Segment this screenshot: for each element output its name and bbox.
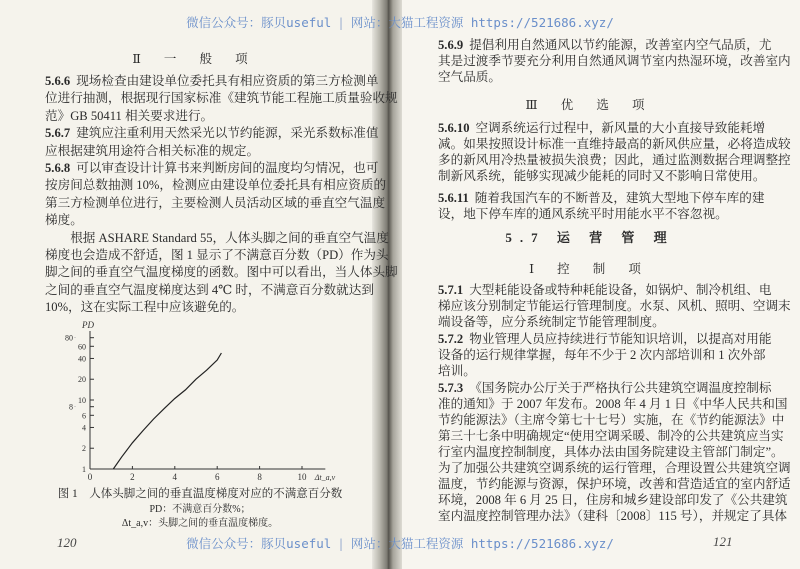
- line-text: 位进行抽测，根据现行国家标准《建筑节能工程施工质量验收规: [45, 91, 398, 106]
- text-line: [438, 69, 740, 85]
- text-line: [438, 152, 791, 168]
- line-text: 准的通知》于 2007 年发布。2008 年 4 月 1 日《中华人民共和国: [438, 397, 788, 411]
- y-tick-label: 2: [82, 444, 86, 454]
- y-tick-label: 40: [78, 354, 86, 364]
- line-text: 设，地下停车库的通风系统平时用能水平不容忽视。: [438, 207, 728, 221]
- text-line: [438, 136, 791, 152]
- clause-number: 5.6.8: [45, 160, 71, 175]
- clause-number: 5.6.7: [45, 126, 71, 141]
- line-text: 根据 ASHARE Standard 55，人体头脚之间的垂直空气温度: [45, 230, 389, 245]
- line-text: 梯度。: [45, 213, 83, 228]
- line-text: 为了加强公共建筑空调系统的运行管理，合理设置公共建筑空调: [438, 461, 791, 475]
- y-tick-label: 6: [82, 411, 86, 421]
- x-tick-label: 10: [297, 472, 307, 482]
- text-line: [438, 298, 791, 314]
- line-text: 按房间总数抽测 10%，检测应由建设单位委托具有相应资质的: [45, 178, 387, 193]
- line-text: 培训。: [438, 364, 476, 378]
- watermark-separator: |: [337, 536, 345, 551]
- watermark-separator: |: [337, 15, 345, 30]
- line-text: 空气品质。: [438, 70, 501, 84]
- figure-caption-dt: Δt_a,v：头脚之间的垂直温度梯度。: [121, 518, 279, 529]
- watermark-text-right: 网站：大猫工程资源 https://521686.xyz/: [350, 536, 614, 551]
- line-text: 第三方检测单位进行，主要检测人员活动区域的垂直空气温度: [45, 195, 386, 210]
- text-line: [438, 168, 766, 184]
- figure-1-chart: [60, 316, 350, 484]
- line-text: 梯度也会造成不舒适，图 1 显示了不满意百分数（PD）作为头: [45, 247, 389, 262]
- section-heading-control: Ⅰ 控 制 项: [529, 262, 651, 276]
- x-tick-label: 4: [172, 472, 178, 482]
- text-line: [438, 347, 766, 363]
- line-text: 节约能源法》（主席令第七十七号）实施，在《节约能源法》中: [438, 413, 785, 427]
- line-text: 其是过渡季节要充分利用自然通风调节室内热湿环境，改善室内: [438, 54, 791, 68]
- watermark-top: [0, 13, 800, 31]
- line-text: 行室内温度控制制度，具体办法由国务院建设主管部门制定”。: [438, 445, 784, 459]
- text-line: [45, 264, 398, 281]
- text-line: [438, 363, 740, 379]
- text-line: [438, 314, 740, 330]
- line-text: 脚之间的垂直空气温度梯度的函数。图中可以看出，当人体头脚: [45, 265, 398, 280]
- y-tick-label: 60: [78, 342, 86, 352]
- y-tick-label: 1: [82, 465, 86, 474]
- clause-number: 5.6.11: [438, 191, 469, 205]
- text-line: [45, 212, 347, 229]
- text-line: [45, 230, 389, 247]
- line-text: 减。如果按照设计标准一直维持最高的新风供应量，必将造成较: [438, 137, 791, 151]
- line-text: 应根据建筑用途符合相关标准的规定。: [45, 143, 260, 158]
- clause-number: 5.7.2: [438, 332, 464, 346]
- clause-5-6-6: [45, 73, 398, 125]
- clause-5-6-7: [45, 125, 379, 160]
- line-text: 大型耗能设备或特种耗能设备，如锅炉、制冷机组、电: [469, 283, 772, 297]
- text-line: [438, 282, 772, 298]
- text-line: [438, 37, 772, 53]
- line-text: 端设备等，应分系统制定节能管理制度。: [438, 315, 665, 329]
- line-text: 提倡利用自然通风以节约能源，改善室内空气品质，尤: [469, 38, 772, 52]
- text-line: [45, 143, 347, 160]
- text-line: [438, 53, 791, 69]
- watermark-text-left: 微信公众号：豚贝useful: [186, 15, 332, 30]
- line-text: 温度，节约能源与资源，保护环境，改善和营造适宜的室内舒适: [438, 477, 791, 491]
- text-line: [45, 73, 379, 90]
- line-text: 建筑应注重利用天然采光以节约能源，采光系数标准值: [76, 126, 379, 141]
- clause-5-6-10: [438, 120, 791, 184]
- line-text: 空调系统运行过程中，新风量的大小直接导致能耗增: [475, 121, 766, 135]
- clause-number: 5.7.3: [438, 381, 464, 395]
- line-text: 多的新风用冷热量被损失浪费；因此，通过监测数据合理调整控: [438, 153, 791, 167]
- text-line: [45, 282, 374, 299]
- line-text: 随着我国汽车的不断普及，建筑大型地下停车库的建: [474, 191, 765, 205]
- text-line: [45, 108, 347, 125]
- text-line: [438, 460, 791, 476]
- line-text: 现场检查由建设单位委托具有相应资质的第三方检测单: [76, 74, 379, 88]
- figure-caption-title: 图 1 人体头脚之间的垂直温度梯度对应的不满意百分数: [57, 488, 343, 500]
- clause-5-6-9: [438, 37, 791, 85]
- watermark-text-left: 微信公众号：豚贝useful: [186, 536, 332, 551]
- left-text-column: [45, 73, 398, 316]
- clause-number: 5.6.9: [438, 38, 464, 52]
- line-text: 范》GB 50411 相关要求进行。: [45, 108, 214, 123]
- text-line: [438, 396, 788, 412]
- y-tick-label: 80: [65, 333, 73, 343]
- y-tick-label: 10: [78, 396, 86, 405]
- text-line: [438, 206, 740, 222]
- clause-number: 5.6.10: [438, 121, 470, 135]
- section-title-operation: 5.7 运 营 管 理: [505, 230, 675, 245]
- x-tick-label: 8: [257, 472, 262, 482]
- clause-5-7-2: [438, 331, 772, 379]
- clause-5-6-8: [45, 160, 387, 230]
- text-line: [438, 380, 772, 396]
- y-tick-label: 8: [69, 402, 73, 412]
- line-text: 可以审查设计计算书来判断房间的温度均匀情况，也可: [76, 160, 379, 175]
- line-text: 环境，2008 年 6 月 25 日，住房和城乡建设部印发了《公共建筑: [438, 493, 788, 507]
- clause-number: 5.7.1: [438, 283, 464, 297]
- line-text: 第三十七条中明确规定“使用空调采暖、制冷的公共建筑应当实: [438, 429, 784, 443]
- clause-5-7-3: [438, 380, 791, 524]
- y-axis-label: PD: [82, 320, 94, 330]
- text-line: [438, 476, 791, 492]
- text-line: [438, 331, 772, 347]
- text-line: [438, 444, 784, 460]
- text-line: [45, 247, 389, 264]
- section-heading-general: Ⅱ 一 般 项: [132, 52, 258, 66]
- text-line: [438, 120, 766, 136]
- text-line: [45, 195, 386, 212]
- section-heading-optional: Ⅲ 优 选 项: [525, 98, 655, 112]
- line-text: 室内温度控制管理办法》（建科〔2008〕115 号），并规定了具体: [438, 509, 788, 523]
- clause-number: 5.6.6: [45, 74, 71, 88]
- y-tick-label: 20: [78, 375, 86, 385]
- figure-caption-pd: PD：不满意百分数%；: [149, 504, 251, 515]
- body-paragraph: [45, 230, 398, 317]
- x-tick-label: 2: [130, 472, 135, 482]
- text-line: [45, 299, 347, 316]
- line-text: 设备的运行规律掌握，每年不少于 2 次内部培训和 1 次外部: [438, 348, 766, 362]
- page-number-left: 120: [57, 535, 77, 550]
- line-text: 制新风系统，能够实现减少能耗的同时又不影响日常使用。: [438, 169, 766, 183]
- text-line: [438, 508, 788, 524]
- text-line: [45, 160, 379, 177]
- x-axis-label: Δt_a,v: [314, 473, 336, 482]
- clause-5-7-1: [438, 282, 791, 330]
- text-line: [45, 90, 398, 107]
- text-line: [438, 190, 765, 206]
- text-line: [45, 177, 387, 194]
- text-line: [438, 412, 785, 428]
- line-text: 物业管理人员应持续进行节能知识培训，以提高对用能: [469, 332, 772, 346]
- text-line: [45, 125, 379, 142]
- clause-5-6-11: [438, 190, 765, 222]
- line-text: 梯应该分别制定节能运行管理制度。水泵、风机、照明、空调末: [438, 299, 791, 313]
- page-number-right: 121: [713, 534, 733, 549]
- y-tick-label: 4: [82, 423, 86, 433]
- text-line: [438, 492, 788, 508]
- text-line: [438, 428, 784, 444]
- x-tick-label: 0: [87, 472, 93, 482]
- x-tick-label: 6: [214, 472, 220, 482]
- line-text: 之间的垂直空气温度梯度达到 4℃ 时，不满意百分数就达到: [45, 282, 374, 297]
- series-line-pd: [113, 353, 221, 469]
- line-text: 10%，这在实际工程中应该避免的。: [45, 300, 245, 315]
- line-text: 《国务院办公厅关于严格执行公共建筑空调温度控制标: [469, 381, 772, 395]
- watermark-text-right: 网站：大猫工程资源 https://521686.xyz/: [350, 15, 614, 30]
- watermark-bottom: [0, 534, 800, 552]
